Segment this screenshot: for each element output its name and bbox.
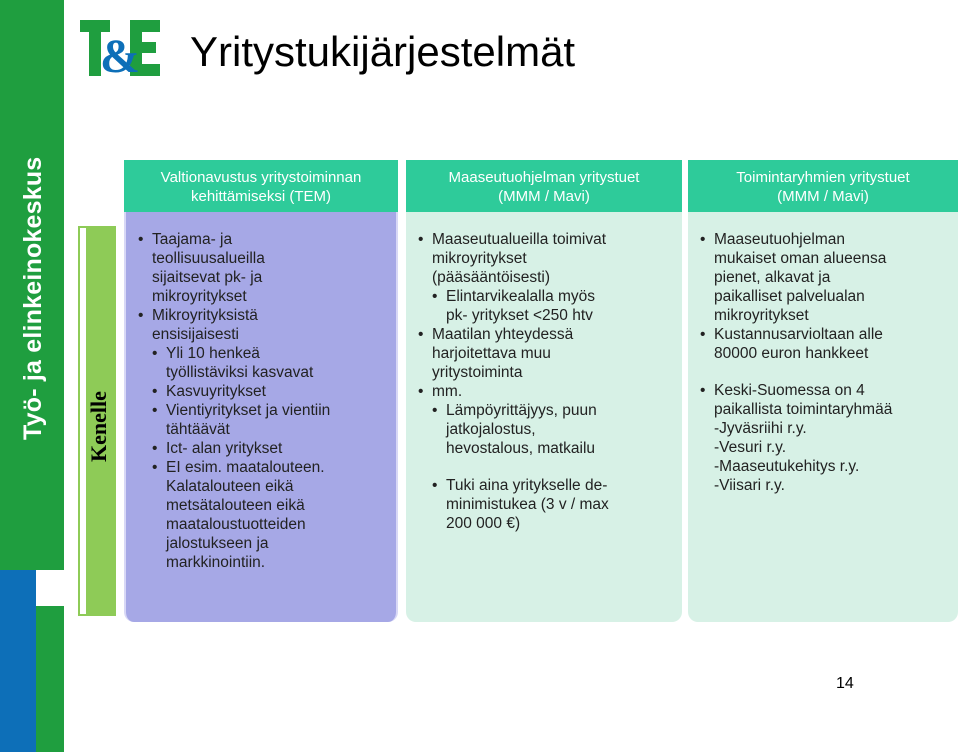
logo-ampersand: & [100, 30, 140, 76]
line: jalostukseen ja [166, 535, 269, 552]
column-heading [124, 160, 398, 212]
line: • Yli 10 henkeä [166, 345, 260, 362]
line: • EI esim. maatalouteen. [166, 459, 325, 476]
column-maaseutuohjelma [406, 160, 682, 622]
sidebar-title: Työ- ja elinkeinokeskus [19, 156, 47, 440]
list-item [430, 476, 676, 533]
list-item [150, 382, 390, 401]
heading-line: Toimintaryhmien yritystuet [736, 169, 910, 186]
heading-line: Valtionavustus yritystoiminnan [160, 169, 362, 186]
line: • Maatilan yhteydessä [432, 326, 574, 343]
line: • Keski-Suomessa on 4 [714, 382, 865, 399]
line: ensisijaisesti [152, 326, 240, 343]
list-item [150, 439, 390, 458]
line: • Vientiyritykset ja vientiin [166, 402, 331, 419]
column-toimintaryhmat [688, 160, 958, 622]
line: • Ict- alan yritykset [166, 440, 283, 457]
line: paikallista toimintaryhmää [714, 401, 893, 418]
line: hevostalous, matkailu [446, 440, 596, 457]
line: pienet, alkavat ja [714, 269, 831, 286]
sidebar-accent-blue [0, 570, 36, 752]
line: tähtäävät [166, 421, 230, 438]
line: (pääsääntöisesti) [432, 269, 551, 286]
list-item [136, 230, 390, 306]
column-body [406, 212, 682, 622]
line: teollisuusalueilla [152, 250, 265, 267]
line: markkinointiin. [166, 554, 266, 571]
list-item [416, 230, 676, 287]
line: -Maaseutukehitys r.y. [714, 458, 860, 475]
line: sijaitsevat pk- ja [152, 269, 263, 286]
line: mikroyritykset [152, 288, 247, 305]
heading-line: (MMM / Mavi) [777, 188, 869, 205]
line: mikroyritykset [432, 250, 527, 267]
heading-line: kehittämiseksi (TEM) [190, 188, 332, 205]
list-item [416, 382, 676, 401]
spacer [416, 458, 676, 476]
line: • Maaseutualueilla toimivat [432, 231, 607, 248]
list-item [150, 344, 390, 382]
line: Kalatalouteen eikä [166, 478, 294, 495]
line: pk- yritykset <250 htv [446, 307, 593, 324]
line: • Tuki aina yritykselle de- [446, 477, 608, 494]
list-item [698, 325, 952, 363]
sidebar-accent-green [36, 606, 64, 752]
line: yritystoiminta [432, 364, 523, 381]
line: 80000 euron hankkeet [714, 345, 869, 362]
te-logo [80, 20, 160, 76]
line: -Jyväsriihi r.y. [714, 420, 807, 437]
line: • Kustannusarvioltaan alle [714, 326, 883, 343]
list-item [698, 230, 952, 325]
column-tem [124, 160, 398, 622]
line: • Taajama- ja [152, 231, 233, 248]
line: mikroyritykset [714, 307, 809, 324]
column-body [688, 212, 958, 622]
column-heading [688, 160, 958, 212]
line: 200 000 €) [446, 515, 521, 532]
kenelle-label: Kenelle [86, 391, 111, 462]
list-item [698, 381, 952, 495]
line: minimistukea (3 v / max [446, 496, 609, 513]
page-title: Yritystukijärjestelmät [190, 28, 576, 75]
list-item [150, 458, 390, 572]
line: jatkojalostus, [446, 421, 536, 438]
list-item [150, 401, 390, 439]
heading-line: Maaseutuohjelman yritystuet [448, 169, 640, 186]
line: • Elintarvikealalla myös [446, 288, 596, 305]
line: paikalliset palvelualan [714, 288, 865, 305]
line: mukaiset oman alueensa [714, 250, 887, 267]
line: • Mikroyrityksistä [152, 307, 258, 324]
line: harjoitettava muu [432, 345, 551, 362]
column-heading [406, 160, 682, 212]
bullet-list [698, 230, 952, 495]
bullet-list [416, 230, 676, 533]
bullet-list [136, 230, 390, 572]
list-item [136, 306, 390, 344]
list-item [430, 287, 676, 325]
line: • mm. [432, 383, 463, 400]
line: • Maaseutuohjelman [714, 231, 845, 248]
heading-line: (MMM / Mavi) [498, 188, 590, 205]
column-body [124, 212, 398, 622]
list-item [430, 401, 676, 458]
line: maataloustuotteiden [166, 516, 306, 533]
line: metsätalouteen eikä [166, 497, 305, 514]
line: -Vesuri r.y. [714, 439, 787, 456]
page-number: 14 [836, 675, 854, 692]
line: • Lämpöyrittäjyys, puun [446, 402, 597, 419]
list-item [416, 325, 676, 382]
sidebar-accent-white [36, 570, 64, 606]
line: • Kasvuyritykset [166, 383, 266, 400]
line: -Viisari r.y. [714, 477, 785, 494]
spacer [698, 363, 952, 381]
line: työllistäviksi kasvavat [166, 364, 314, 381]
